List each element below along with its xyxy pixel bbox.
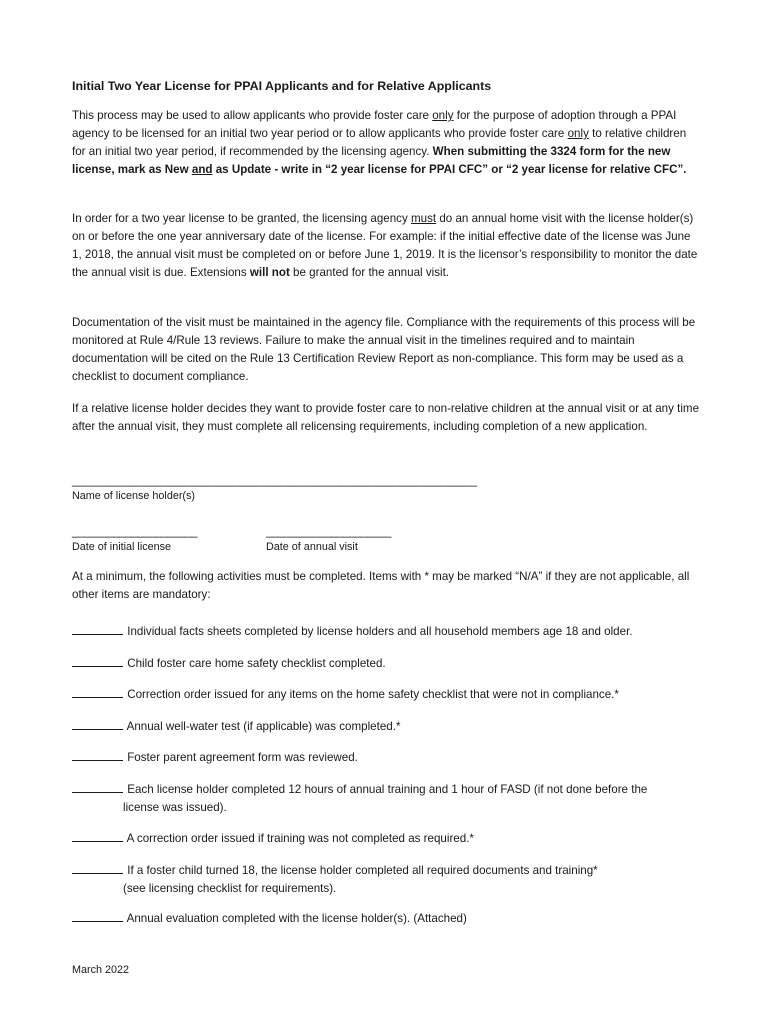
underlined-and: and [191, 163, 213, 176]
text-run: In order for a two year license to be granted, the licensing agency [72, 212, 411, 225]
checklist-item: Annual evaluation completed with the license holder(s). (Attached) [72, 908, 712, 928]
bold-will-not: will not [249, 266, 290, 279]
checklist-item: Foster parent agreement form was reviewed. [72, 747, 712, 767]
text-run: do an annual home visit with the license holder(s) on or before the one year anniversary date of the license. For example: if the initial effective date of the license was June 1, 2018, the annual visit must be completed on or before June 1, 2019. It is the licensor’s responsibility to monitor the date the annual visit is due. Extensions [72, 212, 698, 279]
underlined-must: must [411, 212, 437, 225]
checklist-item-continuation: license was issued). [123, 801, 227, 814]
paragraph-relative-license: If a relative license holder decides they want to provide foster care to non-relative children at the annual visit or at any time after the annual visit, they must complete all relicensing requirements, including completion of a new application. [72, 402, 700, 433]
checklist-blank[interactable] [72, 779, 123, 793]
underlined-only: only [567, 127, 589, 140]
checklist-item: If a foster child turned 18, the license holder completed all required documents and training* (see licensing checklist for requirements). [72, 860, 712, 898]
checklist-item: Each license holder completed 12 hours of annual training and 1 hour of FASD (if not done before the license was issued). [72, 779, 712, 817]
checklist-blank[interactable] [72, 908, 123, 922]
name-of-license-holder-label: Name of license holder(s) [72, 490, 196, 502]
date-annual-visit-label: Date of annual visit [266, 541, 358, 553]
checklist-item: Annual well-water test (if applicable) was completed.* [72, 716, 712, 736]
checklist-blank[interactable] [72, 621, 123, 635]
checklist-item: Individual facts sheets completed by license holders and all household members age 18 and older. [72, 621, 712, 641]
paragraph-documentation: Documentation of the visit must be maintained in the agency file. Compliance with the requirements of this process will be monitored at Rule 4/Rule 13 reviews. Failure to make the annual visit in the timelines required and to maintain documentation will be cited on the Rule 13 Certification Review Report as non-compliance. This form may be used as a checklist to document compliance. [72, 316, 696, 383]
text-run: This process may be used to allow applicants who provide foster care [72, 109, 433, 122]
paragraph-ppai-process [72, 107, 700, 179]
checklist-blank[interactable] [72, 747, 123, 761]
bold-instruction: When submitting the 3324 form for the new license, mark as New and as Update - write in “2 year license for PPAI CFC” or “2 year license for relative CFC”. [72, 145, 687, 176]
footer-date: March 2022 [72, 964, 130, 976]
checklist-blank[interactable] [72, 684, 123, 698]
checklist-item: A correction order issued if training was not completed as required.* [72, 828, 712, 848]
checklist-blank[interactable] [72, 653, 123, 667]
underlined-only: only [432, 109, 454, 122]
date-annual-visit-field[interactable]: _____________________ [266, 525, 391, 538]
text-run: be granted for the annual visit. [289, 266, 450, 279]
text-run: for the purpose of adoption through a PPAI agency to be licensed for an initial two year period or to allow applicants who provide foster care [72, 109, 677, 140]
name-of-license-holder-field[interactable]: ____________________________________________________________________ [72, 474, 477, 487]
checklist-intro: At a minimum, the following activities must be completed. Items with * may be marked “N/A” if they are not applicable, all other items are mandatory: [72, 570, 690, 601]
document-title: Initial Two Year License for PPAI Applicants and for Relative Applicants [72, 79, 492, 93]
checklist-item-continuation: (see licensing checklist for requirements). [123, 882, 337, 895]
text-run: to relative children for an initial two year period, if recommended by the licensing agency. [72, 127, 687, 158]
checklist-blank[interactable] [72, 828, 123, 842]
paragraph-annual-visit [72, 210, 700, 282]
checklist-blank[interactable] [72, 860, 123, 874]
date-initial-license-field[interactable]: _____________________ [72, 525, 197, 538]
checklist-blank[interactable] [72, 716, 123, 730]
checklist-item: Child foster care home safety checklist completed. [72, 653, 712, 673]
checklist-item: Correction order issued for any items on the home safety checklist that were not in compliance.* [72, 684, 712, 704]
date-initial-license-label: Date of initial license [72, 541, 172, 553]
